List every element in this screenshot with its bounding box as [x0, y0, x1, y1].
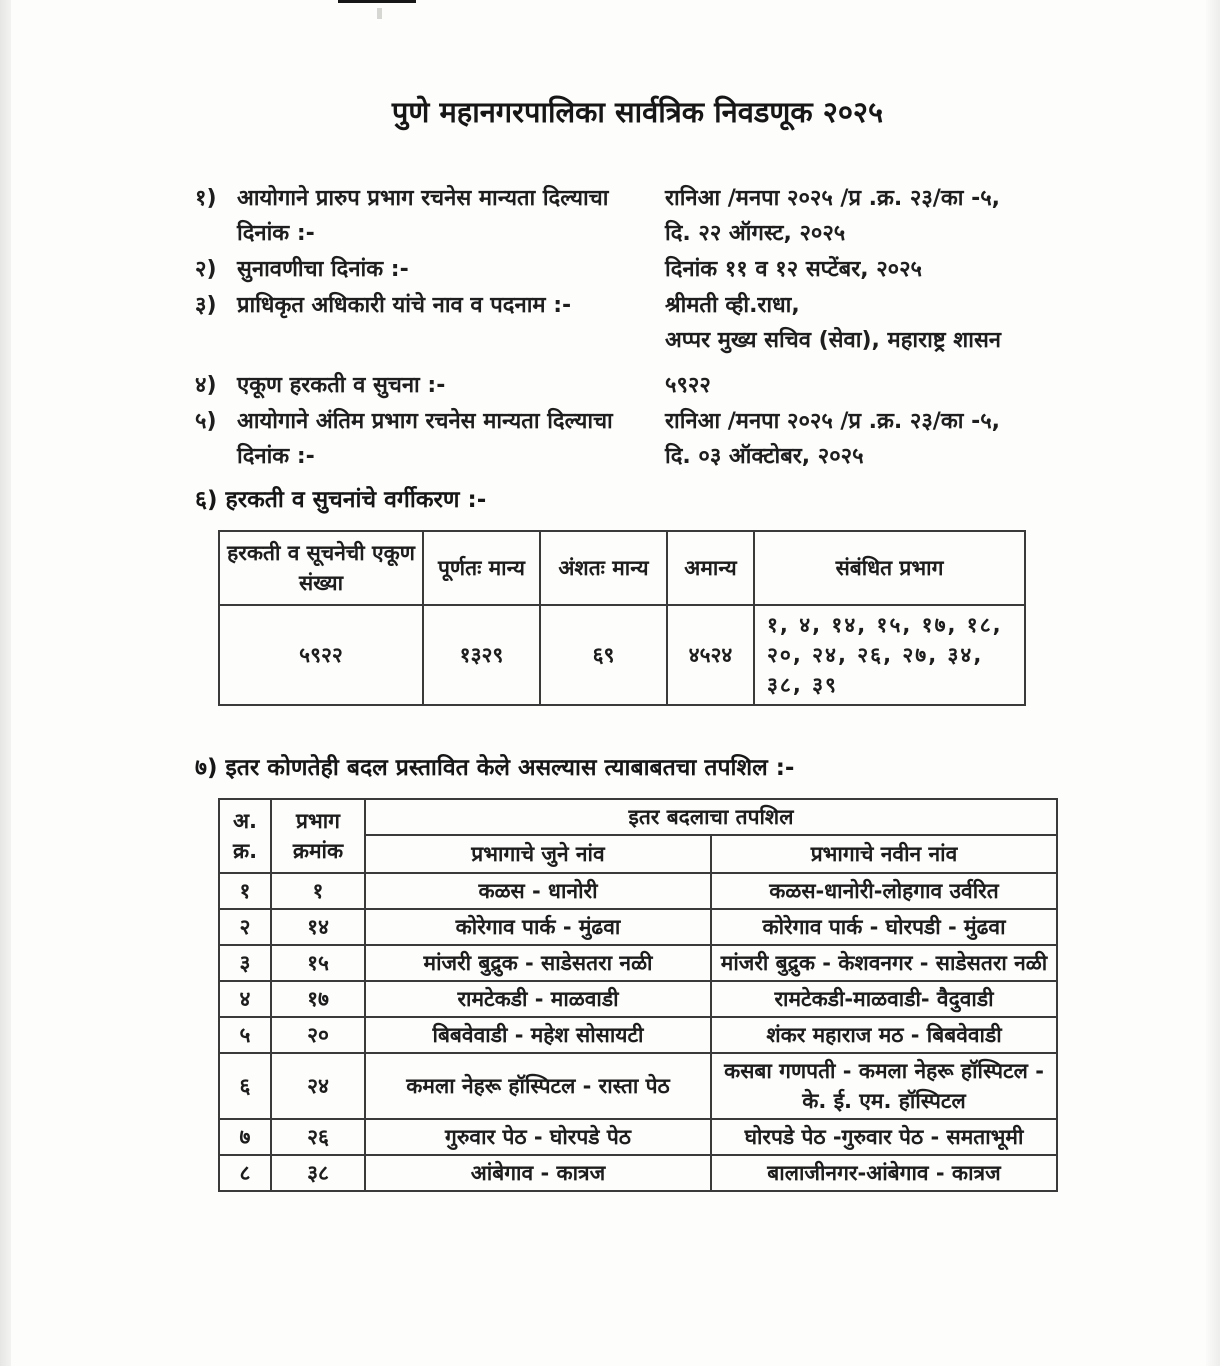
col-header-total: हरकती व सूचनेची एकूण संख्या	[219, 531, 423, 605]
cell-serial: १	[219, 873, 271, 909]
item-number: ३)	[195, 293, 217, 318]
item-value-line: दिनांक ११ व १२ सप्टेंबर, २०२५	[665, 257, 922, 282]
cell-new-name: मांजरी बुद्रुक - केशवनगर - साडेसतरा नळी	[711, 945, 1057, 981]
list-item-1	[195, 181, 1080, 251]
table-row	[219, 981, 1057, 1017]
cell-serial: ३	[219, 945, 271, 981]
cell-fully-accepted: १३२९	[423, 605, 540, 705]
item-label	[237, 404, 665, 474]
col-header-ward-line: प्रभाग	[296, 809, 340, 833]
item-label	[237, 252, 665, 287]
cell-old-name: कळस - धानोरी	[365, 873, 711, 909]
item-value-line: श्रीमती व्ही.राधा,	[665, 293, 800, 318]
cell-serial: ५	[219, 1017, 271, 1053]
item-label-line: दिनांक :-	[237, 221, 315, 246]
col-header-new-name: प्रभागाचे नवीन नांव	[711, 835, 1057, 873]
cell-ward: १७	[271, 981, 365, 1017]
item-number: १)	[195, 186, 217, 211]
table-row	[219, 1017, 1057, 1053]
cell-total: ५९२२	[219, 605, 423, 705]
col-header-partly-accepted: अंशतः मान्य	[540, 531, 667, 605]
cell-old-name: गुरुवार पेठ - घोरपडे पेठ	[365, 1119, 711, 1155]
cell-old-name: मांजरी बुद्रुक - साडेसतरा नळी	[365, 945, 711, 981]
section7-heading: ७) इतर कोणतेही बदल प्रस्तावित केले असल्यास त्याबाबतचा तपशिल :-	[195, 755, 795, 781]
table-row	[219, 1155, 1057, 1191]
table-row	[219, 1119, 1057, 1155]
col-header-ward-number	[271, 799, 365, 873]
cell-new-name: शंकर महाराज मठ - बिबवेवाडी	[711, 1017, 1057, 1053]
table-row	[219, 605, 1025, 705]
item-value-line: ५९२२	[665, 373, 711, 398]
item-number: ४)	[195, 373, 217, 398]
table-row	[219, 1053, 1057, 1119]
list-item-3	[195, 288, 1080, 358]
cell-old-name: बिबवेवाडी - महेश सोसायटी	[365, 1017, 711, 1053]
cell-new-name: कसबा गणपती - कमला नेहरू हॉस्पिटल - के. ई. एम. हॉस्पिटल	[711, 1053, 1057, 1119]
section6-heading: ६) हरकती व सुचनांचे वर्गीकरण :-	[195, 487, 487, 513]
item-label-line: आयोगाने अंतिम प्रभाग रचनेस मान्यता दिल्याचा	[237, 409, 613, 434]
item-value	[665, 404, 1080, 474]
item-label-line: एकूण हरकती व सुचना :-	[237, 373, 446, 398]
item-value	[665, 252, 1080, 287]
cell-ward: २४	[271, 1053, 365, 1119]
cell-ward: १४	[271, 909, 365, 945]
item-label	[237, 368, 665, 403]
cell-new-name: बालाजीनगर-आंबेगाव - कात्रज	[711, 1155, 1057, 1191]
scan-edge-strip-left	[0, 0, 11, 1366]
item-number: ५)	[195, 409, 217, 434]
col-header-related-wards: संबंधित प्रभाग	[754, 531, 1025, 605]
item-value	[665, 368, 1080, 403]
item-value-line: रानिआ /मनपा २०२५ /प्र .क्र. २३/का -५,	[665, 409, 1001, 434]
item-label-line: सुनावणीचा दिनांक :-	[237, 257, 409, 282]
item-label-line: आयोगाने प्रारुप प्रभाग रचनेस मान्यता दिल्याचा	[237, 186, 609, 211]
item-label-line: प्राधिकृत अधिकारी यांचे नाव व पदनाम :-	[237, 293, 572, 318]
cell-partly-accepted: ६९	[540, 605, 667, 705]
col-header-change-details: इतर बदलाचा तपशिल	[365, 799, 1057, 835]
table-row	[219, 873, 1057, 909]
cell-ward: १५	[271, 945, 365, 981]
item-value-line: दि. २२ ऑगस्ट, २०२५	[665, 221, 846, 246]
cell-related-wards: १, ४, १४, १५, १७, १८, २०, २४, २६, २७, ३४, ३८, ३९	[754, 605, 1025, 705]
cell-serial: ७	[219, 1119, 271, 1155]
cell-rejected: ४५२४	[667, 605, 754, 705]
item-label	[237, 288, 665, 323]
ward-name-changes-table	[218, 798, 1058, 1192]
cell-ward: २०	[271, 1017, 365, 1053]
cell-new-name: घोरपडे पेठ -गुरुवार पेठ - समताभूमी	[711, 1119, 1057, 1155]
item-value-line: रानिआ /मनपा २०२५ /प्र .क्र. २३/का -५,	[665, 186, 1001, 211]
list-item-2	[195, 252, 1080, 287]
cell-serial: ४	[219, 981, 271, 1017]
col-header-serial	[219, 799, 271, 873]
cell-ward: ३८	[271, 1155, 365, 1191]
cell-old-name: आंबेगाव - कात्रज	[365, 1155, 711, 1191]
col-header-old-name: प्रभागाचे जुने नांव	[365, 835, 711, 873]
list-item-4	[195, 368, 1080, 403]
item-value	[665, 288, 1080, 358]
col-header-fully-accepted: पूर्णतः मान्य	[423, 531, 540, 605]
document-body	[195, 0, 1080, 1192]
cell-old-name: कोरेगाव पार्क - मुंढवा	[365, 909, 711, 945]
cell-ward: १	[271, 873, 365, 909]
item-value	[665, 181, 1080, 251]
table-row	[219, 909, 1057, 945]
scan-edge-strip-right	[1206, 0, 1220, 1366]
cell-ward: २६	[271, 1119, 365, 1155]
item-value-line: अप्पर मुख्य सचिव (सेवा), महाराष्ट्र शासन	[665, 328, 1002, 353]
item-label-line: दिनांक :-	[237, 444, 315, 469]
col-header-serial-line: अ.	[232, 809, 258, 833]
objections-classification-table	[218, 530, 1026, 706]
cell-serial: ६	[219, 1053, 271, 1119]
numbered-list	[195, 181, 1080, 474]
cell-old-name: रामटेकडी - माळवाडी	[365, 981, 711, 1017]
cell-old-name: कमला नेहरू हॉस्पिटल - रास्ता पेठ	[365, 1053, 711, 1119]
table-header-group-row	[219, 799, 1057, 835]
item-label	[237, 181, 665, 251]
cell-new-name: कोरेगाव पार्क - घोरपडी - मुंढवा	[711, 909, 1057, 945]
cell-serial: ८	[219, 1155, 271, 1191]
cell-serial: २	[219, 909, 271, 945]
page-title: पुणे महानगरपालिका सार्वत्रिक निवडणूक २०२५	[391, 95, 884, 129]
cell-new-name: रामटेकडी-माळवाडी- वैदुवाडी	[711, 981, 1057, 1017]
item-value-line: दि. ०३ ऑक्टोबर, २०२५	[665, 444, 864, 469]
item-number: २)	[195, 257, 217, 282]
table-row	[219, 945, 1057, 981]
col-header-serial-line: क्र.	[232, 839, 258, 863]
table-header-row	[219, 531, 1025, 605]
col-header-rejected: अमान्य	[667, 531, 754, 605]
col-header-ward-line: क्रमांक	[292, 839, 344, 863]
cell-new-name: कळस-धानोरी-लोहगाव उर्वरित	[711, 873, 1057, 909]
list-item-5	[195, 404, 1080, 474]
